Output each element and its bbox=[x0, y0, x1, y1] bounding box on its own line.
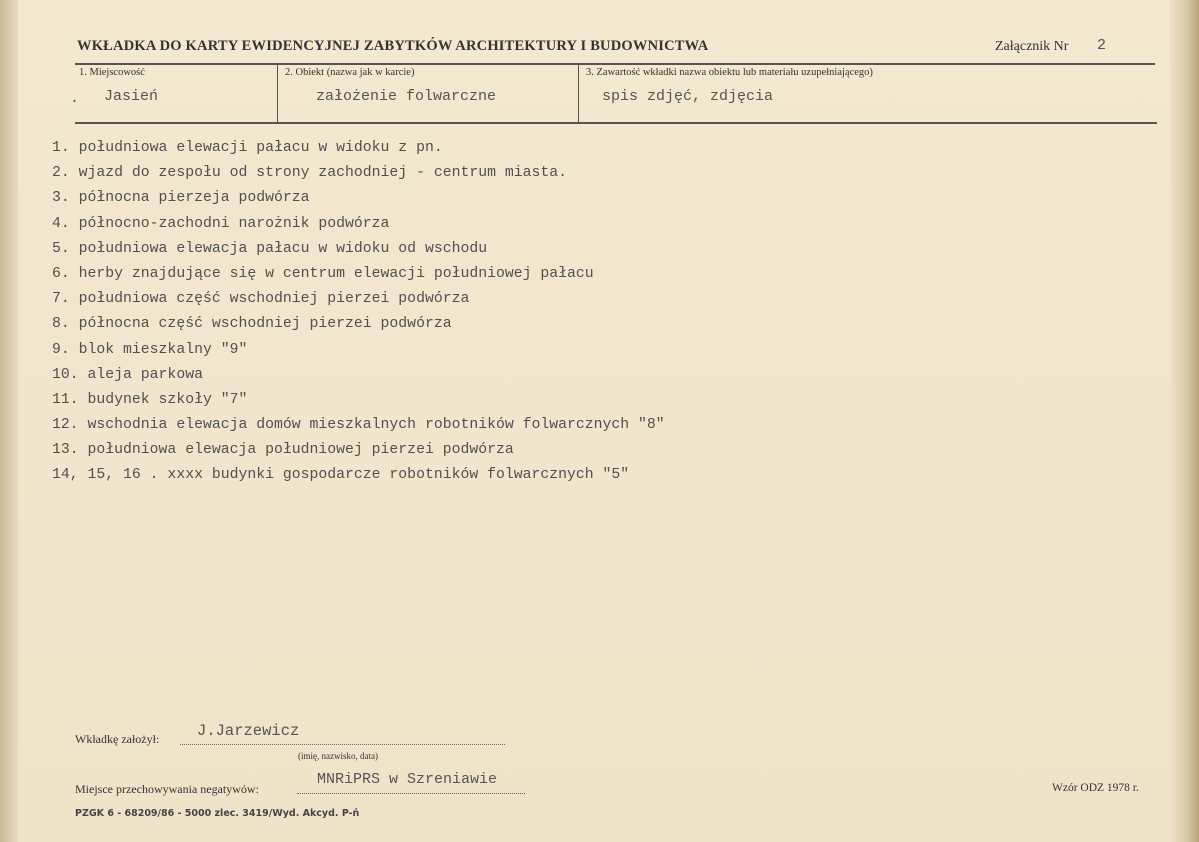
header-bottom-rule bbox=[75, 122, 1157, 124]
founder-label: Wkładkę założył: bbox=[75, 732, 160, 746]
header-divider-2 bbox=[578, 64, 579, 122]
form-model: Wzór ODZ 1978 r. bbox=[1052, 782, 1139, 794]
photo-list bbox=[52, 136, 665, 489]
list-item: 3. północna pierzeja podwórza bbox=[52, 190, 310, 207]
list-item: 10. aleja parkowa bbox=[52, 366, 203, 383]
list-item: 8. północna część wschodniej pierzei podwórza bbox=[52, 316, 452, 333]
print-info: PZGK 6 - 68209/86 - 5000 zlec. 3419/Wyd. Akcyd. P-ń bbox=[75, 808, 360, 819]
list-item: 7. południowa część wschodniej pierzei podwórza bbox=[52, 291, 470, 308]
list-item: 2. wjazd do zespołu od strony zachodniej - centrum miasta. bbox=[52, 165, 568, 182]
object-value: założenie folwarczne bbox=[316, 88, 497, 105]
locality-label: 1. Miejscowość bbox=[79, 67, 145, 78]
list-item: 1. południowa elewacji pałacu w widoku z pn. bbox=[52, 140, 443, 156]
storage-label: Miejsce przechowywania negatywów: bbox=[75, 782, 259, 796]
founder-hint: (imię, nazwisko, data) bbox=[298, 751, 378, 761]
list-item: 9. blok mieszkalny "9" bbox=[52, 341, 248, 358]
list-item: 12. wschodnia elewacja domów mieszkalnych robotników folwarcznych "8" bbox=[52, 417, 665, 434]
form-title: WKŁADKA DO KARTY EWIDENCYJNEJ ZABYTKÓW ARCHITEKTURY I BUDOWNICTWA bbox=[77, 38, 709, 54]
list-item: 6. herby znajdujące się w centrum elewacji południowej pałacu bbox=[52, 265, 594, 282]
attachment-number: 2 bbox=[1097, 37, 1107, 54]
object-label: 2. Obiekt (nazwa jak w karcie) bbox=[285, 67, 415, 78]
list-item: 13. południowa elewacja południowej pierzei podwórza bbox=[52, 442, 514, 459]
attachment-label: Załącznik Nr bbox=[995, 39, 1069, 54]
content-label: 3. Zawartość wkładki nazwa obiektu lub materiału uzupełniającego) bbox=[586, 67, 873, 78]
founder-value: J.Jarzewicz bbox=[197, 722, 300, 740]
list-item: 4. północno-zachodni narożnik podwórza bbox=[52, 215, 390, 232]
list-item: 14, 15, 16 . xxxx budynki gospodarcze robotników folwarcznych "5" bbox=[52, 467, 630, 484]
content-value: spis zdjęć, zdjęcia bbox=[602, 88, 774, 105]
list-item: 11. budynek szkoły "7" bbox=[52, 391, 248, 408]
paper-edge-left bbox=[0, 0, 18, 842]
paper-edge-right bbox=[1169, 0, 1199, 842]
header-top-rule bbox=[75, 63, 1155, 65]
list-item: 5. południowa elewacja pałacu w widoku od wschodu bbox=[52, 240, 488, 257]
locality-mark: . bbox=[70, 90, 80, 107]
locality-value: Jasień bbox=[104, 88, 159, 105]
header-divider-1 bbox=[277, 64, 278, 122]
storage-value: MNRiPRS w Szreniawie bbox=[317, 771, 498, 788]
founder-line bbox=[180, 744, 505, 745]
storage-line bbox=[297, 793, 525, 794]
